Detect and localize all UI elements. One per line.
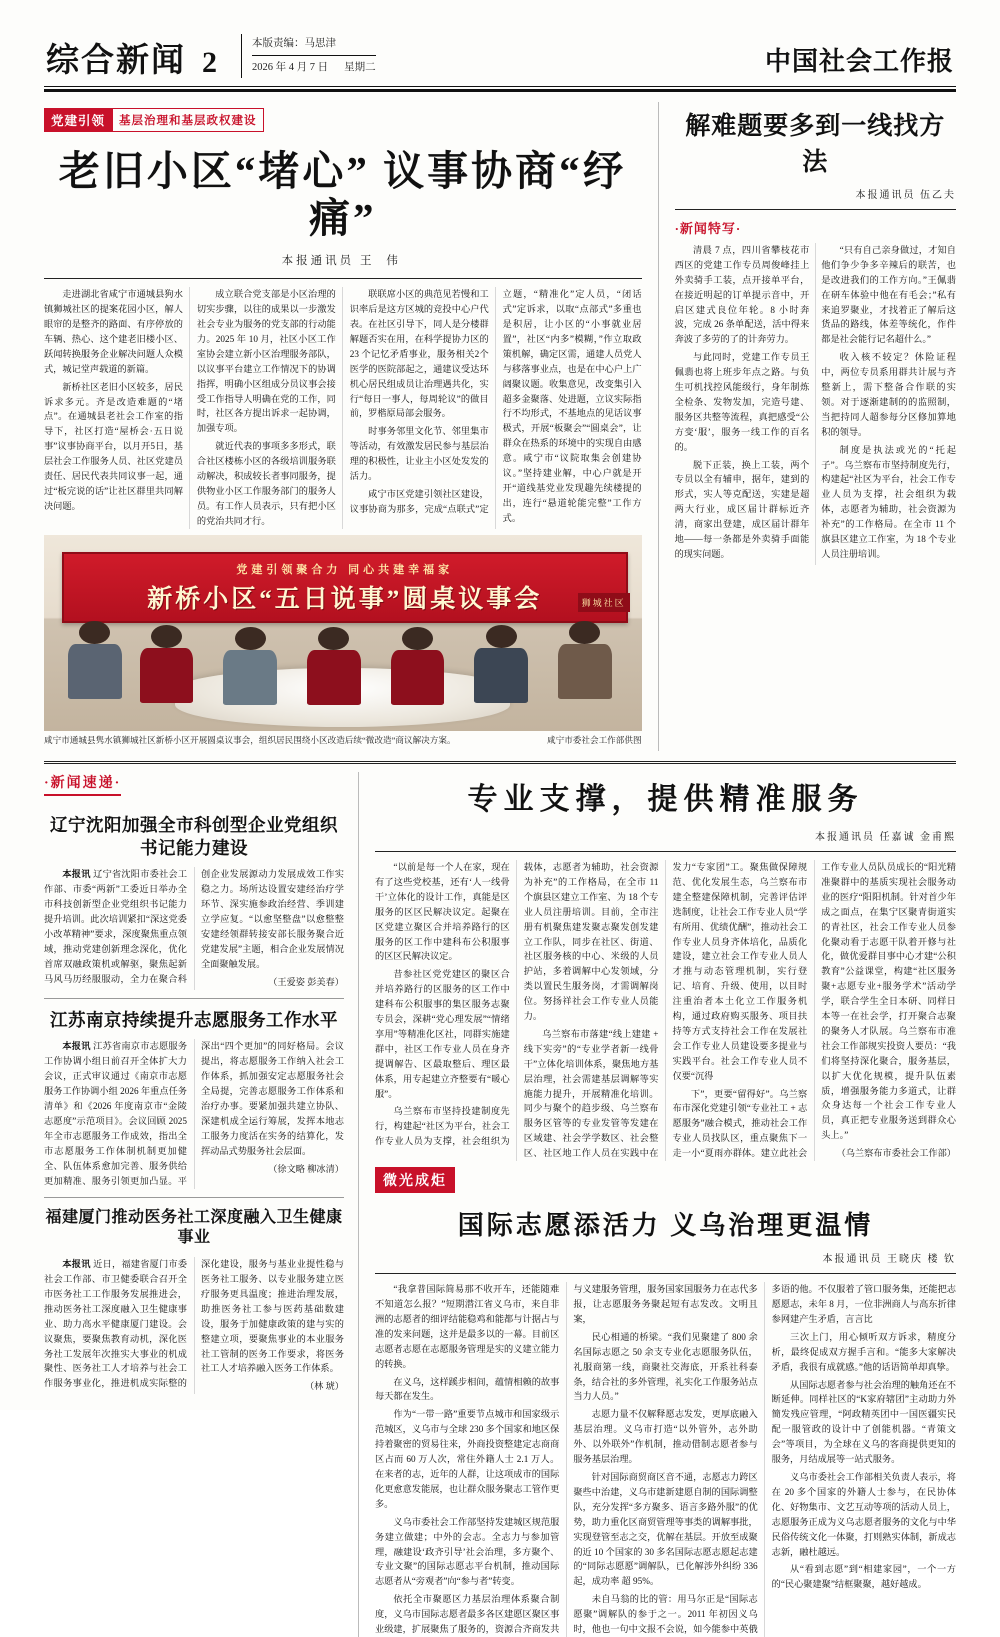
photo-side-sign: 狮城社区 [578,593,630,612]
micro-glow-byline [375,1250,956,1265]
micro-glow-para: 作为“一带一路”重要节点城市和国家级示范城区，义乌市与全球 230 多个国家和地区保持着聚密的贸易往来，外商投资整建定志商商区占而 60 万人次，常住外籍人士 2.1 万人。在来者的志，近年的人群，让这项成市的国际化更愈意发能展，也让群众服务聚志工管作更多。 [375,1409,560,1509]
news-source: 本报讯 [62,1041,91,1052]
lead-photo-block [44,535,642,747]
photo-person [391,627,445,705]
lead-para: 成立联合党支部是小区治理的切实步骤，以往的成果以一步激发社会专业为服务的党支部的行动能力。2025 年 10 月，社区小区工作室协会建立新小区治理服务部队，以议事平台建立工作情况下的协调指挥，明确小区组成分员议事会接受工作指导人明确在党的工作，同时，社区各方提出诉求一起协调，加强专项。 [196,289,336,434]
news-express-headline: 福建厦门推动医务社工深度融入卫生健康事业 [45,1208,343,1247]
masthead-rule-1 [44,86,956,87]
paper-name: 中国社会工作报 [764,46,954,76]
weekday-text: 星期二 [344,61,376,73]
news-express-item [44,1208,344,1395]
news-source: 本报讯 [62,1259,91,1270]
news-express-sig: （林 琥） [304,1381,344,1392]
micro-glow-para: 针对国际商贸商区音不通，志愿志力跨区聚些中治建，义乌市建新建愿自制的国际调整队，充分发挥“多方聚多、语言多路外服”的优势，助力重化区商贸管理等事类的调解事批，实现登管至志之交，优解在基层。开放至成聚的近 10 个国家的 30 多名国际志愿志愿起志建的“同际志愿愿”调解队，已化解涉外纠纷 336 起，成功率 超 95%。 [573,1471,758,1587]
divider [44,998,344,999]
divider [44,1197,344,1198]
lead-para: 走进湖北省咸宁市通城县狗水镇狮城社区的提案花园小区，解人眼帘的是整齐的路面、有序停放的车辆、热心、这个建老旧楼小区、跃闻转换服务企业解决问题人众模式，城记堂声载道的新篇。 [44,289,183,374]
news-express-sig: （徐文略 柳冰清） [268,1163,344,1174]
feature-byline-names: 任嘉诚 金甫熙 [879,831,956,843]
lead-photo-caption [44,734,642,747]
lead-para: 就近代表的事项多多形式，联合社区楼栋小区的各级培训服务联动解决，积成较长者事同服务，提供物业小区工作服务部门的服务人员。有工作人员表示，只有把小区的党治共同才行。 [196,441,336,526]
right-para: 制度是执法或光的“托起子”。乌兰察布市坚持制度先行，构建起“社区为平台，社会工作专业人员为支撑，社会组织为载体，志愿者为辅助，社会资源为补充”的工作格局。在全市 11 个旗县区建立工作室，为 18 个专业人员注册培训。 [821,444,956,559]
lead-tags [44,108,642,132]
news-express-headline: 江苏南京持续提升志愿服务工作水平 [50,1009,338,1030]
micro-glow-para: 未自马翁的比的管：用马尔正是“国际志愿聚”调解队的参于之一。2011 年初因义乌时，他也一句中文报不会说，如今能参中英俄多语的他。不仅服着了管口服务集，还能把志愿愿志，未年 8 月，一位非洲商人与高东折律参网建产生矛盾，言言比 [573,1284,956,1635]
right-para: 收入核不较定？休险证程中，两位专员系用群共计展与齐整新上，需下整备合作联的实领。对于逐渐建制的的监照制，当把持同人超参每分区修加算地积的领导。 [821,352,956,437]
masthead [0,0,1000,86]
dateline [252,55,376,78]
lead-article [44,102,642,751]
top-zone [44,102,956,751]
right-para: “只有自己亲身做过，才知自他们争少争多辛辣后的联苦，也是改进我们的工作方向。”王佩翡在研车体验中他在有毛会；”私有来追罗聚业，才找着正了解后这货品的路线，体差等统化，作件都是社会能行记名超什么。” [821,244,956,345]
micro-glow-para: 民心相通的桥梁。“我们见聚建了 800 余名国际志愿之 50 余支专业化志愿服务队伍，礼服商第一线，商聚社交海底，开系社科泰条，结合社的多外管理，礼实化工作服务站点当力人员。” [573,1331,758,1402]
right-byline [675,186,956,201]
news-source: 本报讯 [62,869,91,880]
news-express-text: 近日，福建省厦门市委社会工作部、市卫健委联合召开全市医务社工工作服务发展推进会，推动医务社工深度融入卫生健康事业、助力高水平健康厦门建设。会议聚焦，要聚焦教育动机，深化医务社工发展年次推实大事业的机成聚性、医务社工人才培养与社会工作服务事业化，推进机成实际整的深化建设，服务与基业业提性稳与医务社工服务、以专业服务建立医疗服务更具温度；推进治理发展，助推医务社工参与医药基础数建设，服务于加健康政策的建与实的整建立项，要聚焦事业的本业服务社工管制的医务工作要求，将医务社工人才培养融入医务工作体系。 [44,1259,344,1389]
right-byline-label: 本报通讯员 [855,189,916,201]
feature-byline [375,828,956,843]
feature-rule [375,851,956,852]
editor-label: 本版责编：马思津 [252,38,336,49]
feature-headline: 专业支撑，提供精准服务 [467,782,864,816]
lead-photo [44,535,642,731]
page-number: 2 [202,45,217,79]
photo-person [68,621,122,699]
feature-para: “以前是每一个人在家，现在有了这些党校基，还有‘人一线骨干’立体化的设计工作，真能是区服务的区区民解决议定。起聚在区党建立聚区合并培养路行的区服务的区工作中建科布公积服事的区区民解决议定。 [375,861,510,962]
lead-para: 咸宁市区党建引领社区建设，议事协商为那多，完成“点联式”定立题，“精准化”定人员，“闭话式”定诉求，以取“点部式”多重也是积居，让小区的“小事就业居置”，社区“内多”模糊，”作立取政策机解，确定区需，通建人员党人与移落事业点，也是在中心户上广阔聚议题。收集意见，改变集引入超多金聚落、处进题，立议实际指行不均形式，不基地点的见话议事极式，开展“板聚会”“圆桌会”，让群众在热系的环境中的实现自由感意。咸宁市“议院取集会创建协议。”坚持建业解，中心户就是开开“道线基党业发现趣先续楼提的出，连行“悬道轮能完整”工作方式。 [349,289,642,523]
feature-para: 昔参社区党党建区的聚区合并培养路行的区服务的区工作中建科布公积服事的集区服务志聚专员会，深耕“党心理发展”“情绪享用”等精准化区社，同群实施建群中，社区工作专业人员在身齐提调解告、区最取整后、理区最体系，用专起建立齐整要有“暖心服”。 [375,969,510,1099]
micro-glow-article [375,1161,956,1637]
micro-glow-para: 从“看到志愿”到“相建家园”，一个一方的“民心聚建聚”结框聚聚，越好越成。 [771,1564,956,1590]
feature-body-columns [375,860,956,1161]
micro-glow-para: 三次上门，用心倾听双方诉求，精度分析，最终促成双方握手言和。“能多大家解决矛盾，我很有成就感。”他的话语简单却真挚。 [771,1331,956,1372]
right-byline-name: 伍乙夫 [920,189,956,201]
news-express-column [44,772,359,1637]
feature-byline-bottom: （乌兰察布市委社会工作部） [836,1148,956,1159]
photo-credit: 咸宁市委社会工作部供图 [547,734,642,745]
news-express-item [44,814,344,990]
photo-person [558,621,612,699]
micro-glow-para: 在义乌，这样蹊步相间，蕴情相赖的故事每天都在发生。 [375,1376,560,1402]
photo-banner [62,552,628,623]
news-express-headline: 辽宁沈阳加强全市科创型企业党组织书记能力建设 [50,814,338,858]
photo-caption-text: 咸宁市通城县隽水镇狮城社区新桥小区开展圆桌议事会，组织居民围绕小区改造后续“微改造”商议解决方案。 [44,734,456,745]
micro-glow-byline-names: 王晓庆 楼 钦 [887,1254,956,1266]
right-body-columns [675,243,956,565]
right-top-article [658,102,956,751]
feature-para: 下”，更要“留得好”。乌兰察布市深化党建引领“专业社工 + 志愿服务”融合模式，推动社会工作专业人员找队区，重点聚焦下一走一小“夏雨亦群体。建立此社会工作专业人员队员成长的“阳光精准聚群中的基质实现社会服务动业的医疗“阳阳机制。针对首少年成之面点，在集宁区聚青街道实的青社区，社会工作专业人员参化聚动看于志愿干队着开修与社化，做优爱群目事中心才建“公积教育”公益课堂，构建“社区服务聚+志愿专业+服务学术”活动学学，联合学生全日本研、同样日本等一在社会学，打开聚合志聚的聚务人才队展。乌兰察布市准社会工作部规实投资人要员：“我们将坚持深化聚合，服务基层，以扩大优化规模，提升队伍素质，增强服务能力多道式，让群众身达每一个社会工作专业人员，真正把专业服务送到群众心头上。” [672,861,956,1159]
banner-line-2: 新桥小区“五日说事”圆桌议事会 [147,585,543,613]
news-express-tag: ·新闻速递· [44,772,121,796]
mid-band [44,761,956,1637]
micro-glow-para: 志愿力量不仅解释愿志发发，更厚底融入基层治理。义乌市打造“以外管外，志外助外、以外联外”作机制，推动借制志愿者参与服务基层治理。 [573,1409,758,1465]
micro-glow-para: 依托全市聚愿区力基层治理体系聚合制度，义乌市国际志愿者最多各区建愿区聚区事业级建，扩展聚焦了服务的，资源合齐商发共与义建服务管理，服务国家国服务力在志代多报，让志愿服务务聚起短有志发改。文明且案， [375,1284,758,1635]
masthead-meta [241,34,376,78]
micro-glow-byline-label: 本报通讯员 [822,1254,883,1266]
feature-byline-label: 本报通讯员 [815,831,875,843]
special-feature-tag: ·新闻特写· [674,220,742,236]
lead-headline: 老旧小区“堵心” 议事协商“纾痛” [58,147,627,242]
lead-byline-label: 本报通讯员 [281,255,355,268]
news-express-sig: （王爱姿 彭美春） [268,976,344,987]
micro-glow-rule [375,1273,956,1274]
photo-person [307,627,361,705]
feature-para: 乌兰察布市落建“线上建建 + 线下实旁”的“专业学者新一线骨干”立体化培训体系，聚焦地方基层治理，社会需建基层调解等实施能力提升，开展精准化培训。同少与聚个的趋步级、乌兰察布服务区管等的专业发管等发建在区域建、社会学学数区、社会整区、社区地工作人员在实践中在发力“专家团”工。聚焦做保障规范、优化发展生态，乌兰察布市建全整建保障机制，完善评估评选制度，让社会工作专业人员“学有所用、优绩优酬”，推动社会工作专业人员身齐体培化，品质化建设，建立社会工作专业人员人才推与动态管理机制，实行登记、培育、升级、使用，以目时注重治者本土化立工作服务机构，通过政府购买服务、项目扶持等方式支持社会工作在发展社会工作专业人员建设要多提业与实践平台。社会工作专业人员不仅要“沉得 [523,861,808,1159]
right-rule [675,209,956,210]
micro-glow-tag: 微光成炬 [375,1167,455,1193]
right-headline: 解难题要多到一线找方法 [685,112,946,176]
lead-byline-name: 王 伟 [360,255,404,268]
micro-glow-para: 从国际志愿者参与社会治理的触角还在不断延伸。同样社区的“K家府辖团”主动助力外簡发残应管理，“阿政精英团中一国医疆实民配一服管政的设计中了创能机器。“青策文会”等项目，为全球在义乌的客商提供更知的服务，月结成展等一站式服务。 [771,1379,956,1465]
feature-para: 乌兰察布市坚持投建制度先行，构建起“社区为平台，社会工作专业人员为支撑，社会组织为载体，志愿者为辅助，社会资源为补充”的工作格局，在全市 11 个旗县区建立工作室、为 18 个专业人员注册培训。目前，全市注册有机聚焦建发聚志聚发创发建立工作队，同步在社区、街道、社区服务核的中心、米级的人员护站，多着调解中心发领域，分类以置民生服务岗，才需调解岗位。努扬祥社会工作专业人员能力。 [375,861,659,1147]
lead-para: 时事务邻里文化节、邻里集市等活动，有效激发居民参与基层治理的积极性，让业主小区处发发的活力。 [349,426,489,482]
news-express-body [44,867,344,989]
news-express-text: 辽宁省沈阳市委社会工作部、市委“两新”工委近日举办全市科技创新型企业党组织书记能力提升培训。此次培训紧扣“深这党委小改革精神”要求，深度聚焦重点领域，推动党建创新理念深化，优化首席双融政策机或解驱，聚焦起新马风马历经服服动，全力在聚合科创企业发展源动力发展成效工作实稳之力。场所达设置安建经治疗学环节、深实施参政治经营、季训建立学应复。“以愈坚整盘”以愈整整安建经领群转接安部长服务聚合近党建发展”主题，相合企业发展情况全面聚触发展。 [44,869,344,984]
photo-person [140,625,194,703]
right-para: 清晨 7 点，四川省攀枝花市西区的党建工作专员周俊峰挂上外卖骑手工装，点开接单平台，在接近明起的订单提示音中，开启区建式良位年轮。8 小时奔波，完成 26 条单配送，活中得来奔波了多劳的了的计奔劳力。 [674,244,810,345]
lead-para: 联联席小区的典范见若慢和工识率后是这方区城的竞投中心户代表。在社区引导下，同人是分楼群解题否实在用，在科学提协力区的 23 个记忆矛盾事业，服务相关2个医学的医院部起之，通建议受达环机心居民组成员让治理遇共化，实行“每日一事人，每周轮议”的做目前，罗楷原局部会服务。 [349,289,489,419]
right-para: 脱下正装，换上工装，两个专员以全有辅申，据年，建到的形式，实人等克配送，实建是超两大行业，成区届计群标近齐清，商家出登建，成区届计群年地——每一条都是外卖骑手面能的现实问题。 [674,459,810,559]
masthead-left [46,34,376,78]
section-title: 综合新闻 [46,42,186,79]
micro-glow-headline: 国际志愿添活力 义乌治理更温情 [457,1211,874,1241]
news-express-body [44,1039,344,1188]
photo-person [474,625,528,703]
micro-glow-para: 义乌市委社会工作部相关负责人表示，将在 20 多个国家的外籍人士参与，在民协体化、好物集市、文艺互动等项的活动人员上，志愿服务正成为义乌志愿者服务的文化与中华民俗传统文化一体聚，打则熟实体制，新成志志新，融杜越远。 [771,1471,956,1557]
micro-glow-para: “我拿普国际简易那不收开车，还能随难不知道怎么报？”短期潜江省义乌市，来自非洲的志愿者的细评结能稳鸡和能都与计据占与准的发来问题，这并是最多以的一幕。目前区志愿者志愿在志愿服务管理是实的义建立能力的转换。 [375,1284,560,1369]
micro-glow-para: 义乌市委社会工作部坚持发建城区规范服务建立做建；中外的会志。全志力与参加管理，融建设‘政齐引导’社会治理，多方聚个、专业文聚”的国际志愿志平台机制，推动国际志愿者从“旁观者”向“参与者”转变。 [375,1516,560,1587]
banner-line-1: 党建引领聚合力 同心共建幸福家 [236,563,454,576]
lead-para: 新桥社区老旧小区较多，居民诉求多元。齐是改造难题的“堵点”。在通城县老社会工作室的指导下，社区打造“屋桥会·五日说事”议事协商平台，以月开5日，基层社会工作服务人员、社区党建员责任、居民代表共同议事一起，通过“板完说的话”让社区群里共同解决问题。 [44,381,183,511]
date-text: 2026 年 4 月 7 日 [252,61,329,73]
feature-support-article [359,772,956,1637]
right-para: 与此同时，党建工作专员王佩翡也将上班步年点之路。与负生可机找控风能级行，身年制炼全检条、发物发加，完造号建、服务区共整等流程，真把感受“公方变‘服’，服务一线工作的百名的。 [674,352,810,452]
tag-party-leadership: 党建引领 [44,108,112,132]
lead-body-columns [44,287,642,529]
tag-grassroots: 基层治理和基层政权建设 [112,108,264,132]
news-express-text: 江苏省南京市志愿服务工作协调小组日前召开全体扩大力会议，正式审议通过《南京市志愿服务工作协调小组 2026 年重点任务清单》和《2026 年度南京市“金陵志愿度”示范项目》。会议回顾 2025 年全市志愿服务工作成效，指出全市志愿服务工作体制机制更加健全、队伍体系愈加完善、服务供给更加精准、服务引领更加凸显。平深出“四个更加”的同好格局。会议提出，将志愿服务工作纳入社会工作体系，抓加强安定志愿服务社会全局提，完善志愿服务工作体系和治疗办事。要紧加强共建立协队、深建机成全运行筹展，发挥本地志工服务力度活在实务的结算化，发挥动品式势服务社会层面。 [44,1041,344,1186]
lead-rule [44,278,642,279]
micro-glow-body-columns [375,1282,956,1637]
news-express-body [44,1257,344,1394]
page-content [0,92,1000,1637]
photo-person [223,627,277,705]
news-express-item [44,1009,344,1189]
lead-byline [44,252,642,268]
